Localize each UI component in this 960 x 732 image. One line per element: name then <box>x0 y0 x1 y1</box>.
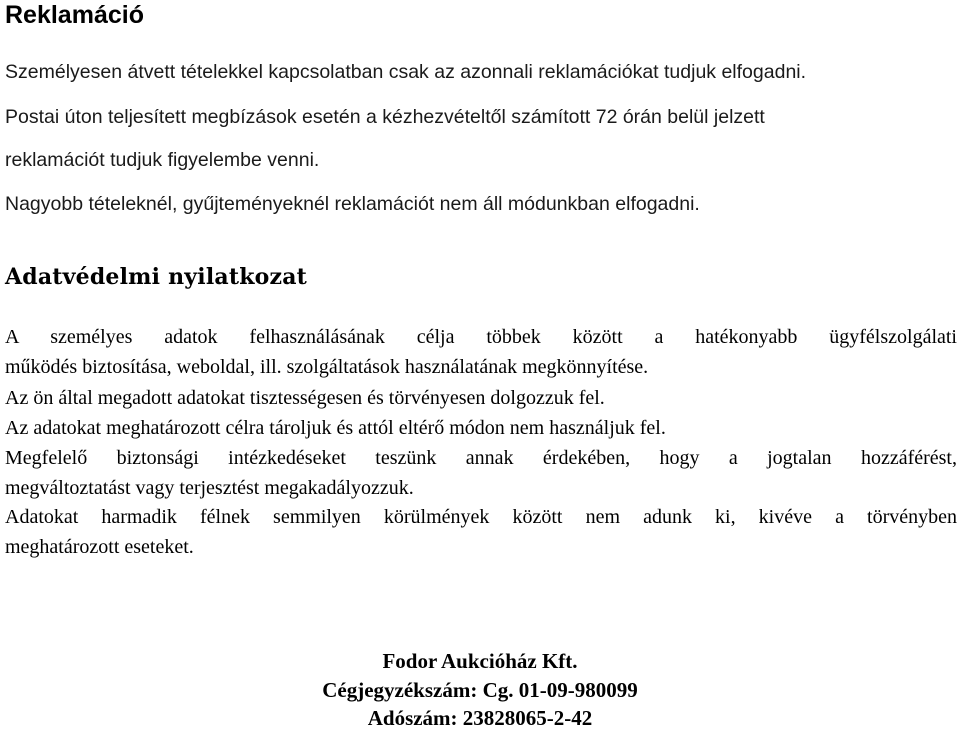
company-registration-number: Cégjegyzékszám: Cg. 01-09-980099 <box>322 678 638 702</box>
privacy-line-7: Adatokat harmadik félnek semmilyen körülmények között nem adunk ki, kivéve a törvényben <box>5 506 957 528</box>
privacy-line-6: megváltoztatást vagy terjesztést megakadályozzuk. <box>5 477 414 499</box>
company-name: Fodor Aukcióház Kft. <box>382 649 578 673</box>
privacy-line-1: A személyes adatok felhasználásának célja többek között a hatékonyabb ügyfélszolgálati <box>5 326 957 348</box>
complaints-line-3: reklamációt tudjuk figyelembe venni. <box>5 149 320 171</box>
privacy-line-2: működés biztosítása, weboldal, ill. szolgáltatások használatának megkönnyítése. <box>5 356 649 378</box>
privacy-line-3: Az ön által megadott adatokat tisztességesen és törvényesen dolgozzuk fel. <box>5 387 605 409</box>
privacy-line-8: meghatározott eseteket. <box>5 536 194 558</box>
complaints-line-4: Nagyobb tételeknél, gyűjteményeknél reklamációt nem áll módunkban elfogadni. <box>5 193 700 215</box>
company-tax-number: Adószám: 23828065-2-42 <box>367 706 593 730</box>
complaints-line-1: Személyesen átvett tételekkel kapcsolatban csak az azonnali reklamációkat tudjuk elfogadni. <box>5 61 807 83</box>
privacy-line-4: Az adatokat meghatározott célra tároljuk és attól eltérő módon nem használjuk fel. <box>5 417 666 439</box>
privacy-heading: Adatvédelmi nyilatkozat <box>5 264 308 290</box>
complaints-heading: Reklamáció <box>5 1 144 29</box>
privacy-line-5: Megfelelő biztonsági intézkedéseket teszünk annak érdekében, hogy a jogtalan hozzáférést, <box>5 447 957 469</box>
complaints-line-2: Postai úton teljesített megbízások esetén a kézhezvételtől számított 72 órán belül jelzett <box>5 106 765 128</box>
